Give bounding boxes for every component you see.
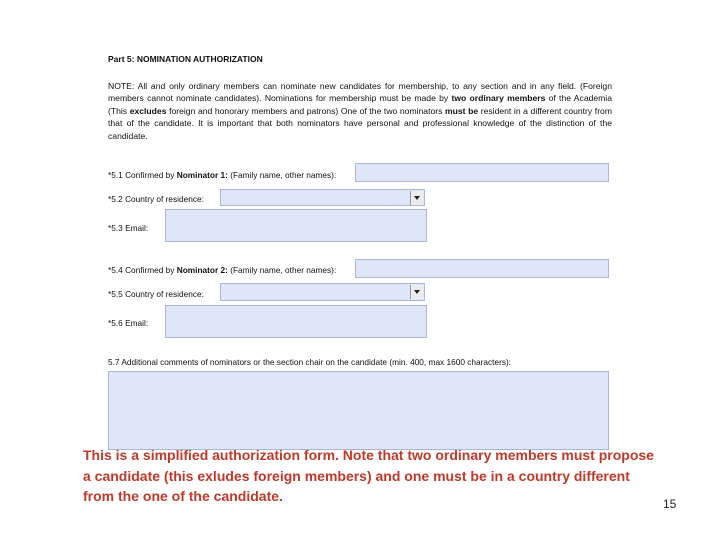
nominator1-email-input[interactable] xyxy=(165,209,427,242)
page-number: 15 xyxy=(663,497,677,511)
nominator1-email-label: *5.3 Email: xyxy=(108,223,149,233)
nominator1-country-label: *5.2 Country of residence: xyxy=(108,194,204,204)
slide-caption: This is a simplified authorization form. Note that two ordinary members must propose a candidate (this exludes foreign members) and one must be in a country different from the one of the candidate. xyxy=(83,447,654,504)
part-title: Part 5: NOMINATION AUTHORIZATION xyxy=(108,54,263,64)
nominator2-email-input[interactable] xyxy=(165,305,427,338)
nominator2-confirmed-label: *5.4 Confirmed by Nominator 2: (Family name, other names): xyxy=(108,265,337,275)
nominator2-country-label: *5.5 Country of residence: xyxy=(108,289,204,299)
nominator1-name-input[interactable] xyxy=(355,163,609,182)
comments-textarea[interactable] xyxy=(108,371,609,450)
nominator1-confirmed-label: *5.1 Confirmed by Nominator 1: (Family name, other names): xyxy=(108,170,337,180)
chevron-down-icon[interactable] xyxy=(410,285,423,299)
chevron-down-icon[interactable] xyxy=(410,191,423,205)
nominator1-country-select[interactable] xyxy=(220,189,425,206)
nominator2-country-select[interactable] xyxy=(220,283,425,301)
nomination-note: NOTE: All and only ordinary members can nominate new candidates for membership, to any section and in any field. (Foreign members cannot nominate candidates). Nominations for membership must be made by two ordinary members of the Academia (This excludes foreign and honorary members and patrons) One of the two nominators must be resident in a different country from that of the candidate. It is important that both nominators have personal and professional knowledge of the distinction of the candidate. xyxy=(108,81,612,141)
nominator2-email-label: *5.6 Email: xyxy=(108,318,149,328)
nominator2-name-input[interactable] xyxy=(355,259,609,278)
comments-label: 5.7 Additional comments of nominators or the section chair on the candidate (min. 400, max 1600 characters): xyxy=(108,357,512,367)
